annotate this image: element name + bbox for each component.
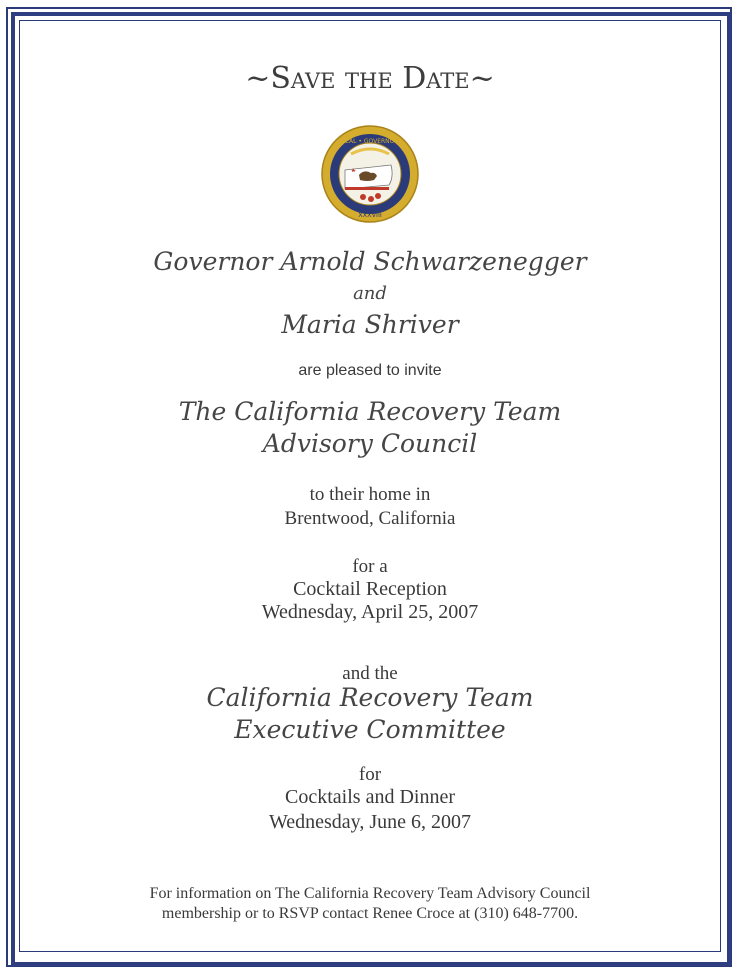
location-place: Brentwood, California [284, 508, 456, 529]
host-governor: Governor Arnold Schwarzenegger [153, 247, 587, 276]
host-spouse: Maria Shriver [281, 310, 459, 339]
group1-line2: Advisory Council [262, 429, 478, 458]
svg-text:SEAL • GOVERNOR: SEAL • GOVERNOR [341, 138, 399, 145]
group1-line1: The California Recovery Team [178, 397, 562, 426]
event2-date: Wednesday, June 6, 2007 [268, 811, 472, 833]
page-title: ~Save the Date~ [245, 61, 495, 96]
footer-info-line2: membership or to RSVP contact Renee Croce at (310) 648-7700. [161, 905, 579, 922]
group2-line2: Executive Committee [234, 715, 506, 744]
event1-intro: for a [352, 556, 388, 577]
event1-name: Cocktail Reception [293, 578, 447, 600]
invitation-body [20, 21, 720, 951]
event1-date: Wednesday, April 25, 2007 [261, 601, 479, 623]
footer-info-line1: For information on The California Recovery Team Advisory Council [149, 885, 591, 902]
governor-seal-icon [321, 125, 419, 223]
host-conjunction: and [353, 283, 387, 304]
invite-phrase: are pleased to invite [298, 362, 442, 379]
event2-intro: for [358, 764, 382, 785]
location-intro: to their home in [309, 484, 431, 505]
svg-text:XXXVIII: XXXVIII [358, 211, 382, 219]
group2-line1: California Recovery Team [206, 683, 534, 712]
connector-text: and the [342, 663, 398, 684]
event2-name: Cocktails and Dinner [285, 786, 455, 808]
